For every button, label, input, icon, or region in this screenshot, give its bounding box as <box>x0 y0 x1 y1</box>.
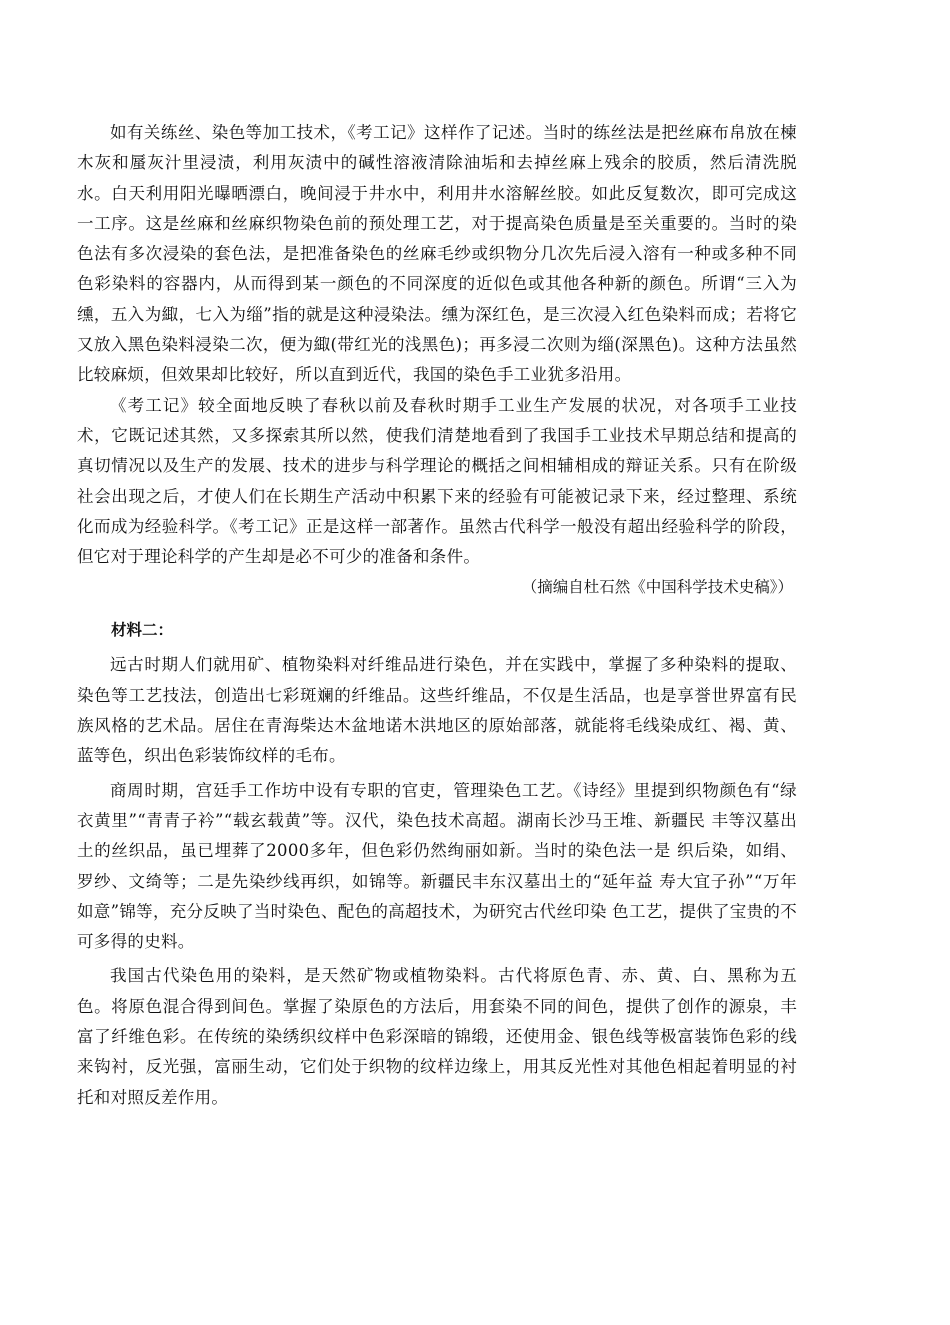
material1-source-citation: （摘编自杜石然《中国科学技术史稿》） <box>521 578 793 597</box>
material1-paragraph-1: 如有关练丝、染色等加工技术，《考工记》这样作了记述。当时的练丝法是把丝麻布帛放在楝木灰和蜃灰汁里浸渍，利用灰渍中的碱性溶液清除油垢和去掉丝麻上残余的胶质，然后清洗脱水。白天利用阳光曝晒漂白，晚间浸于井水中，利用井水溶解丝胶。如此反复数次，即可完成这一工序。这是丝麻和丝麻织物染色前的预处理工艺，对于提高染色质量是至关重要的。当时的染色法有多次浸染的套色法，是把准备染色的丝麻毛纱或织物分几次先后浸入溶有一种或多种不同色彩染料的容器内，从而得到某一颜色的不同深度的近似色或其他各种新的颜色。所谓“三入为𫄸，五入为緅，七入为缁”指的就是这种浸染法。𫄸为深红色，是三次浸入红色染料而成；若将它又放入黑色染料浸染二次，便为緅(带红光的浅黑色)；再多浸二次则为缁(深黑色)。这种方法虽然比较麻烦，但效果却比较好，所以直到近代，我国的染色手工业犹多沿用。 <box>77 123 797 385</box>
material2-paragraph-3: 我国古代染色用的染料，是天然矿物或植物染料。古代将原色青、赤、黄、白、黑称为五色。将原色混合得到间色。掌握了染原色的方法后，用套染不同的间色，提供了创作的源泉，丰富了纤维色彩。在传统的染绣织纹样中色彩深暗的锦缎，还使用金、银色线等极富装饰色彩的线来钩衬，反光强，富丽生动，它们处于织物的纹样边缘上，用其反光性对其他色相起着明显的衬托和对照反差作用。 <box>77 966 797 1107</box>
material2-heading: 材料二： <box>111 621 174 640</box>
material2-paragraph-1: 远古时期人们就用矿、植物染料对纤维品进行染色，并在实践中，掌握了多种染料的提取、染色等工艺技法，创造出七彩斑斓的纤维品。这些纤维品，不仅是生活品，也是享誉世界富有民族风格的艺术品。居住在青海柴达木盆地诺木洪地区的原始部落，就能将毛线染成红、褐、黄、蓝等色，织出色彩装饰纹样的毛布。 <box>77 655 797 766</box>
material1-paragraph-2: 《考工记》较全面地反映了春秋以前及春秋时期手工业生产发展的状况，对各项手工业技术，它既记述其然，又多探索其所以然，使我们清楚地看到了我国手工业技术早期总结和提高的真切情况以及生产的发展、技术的进步与科学理论的概括之间相辅相成的辩证关系。只有在阶级社会出现之后，才使人们在长期生产活动中积累下来的经验有可能被记录下来，经过整理、系统化而成为经验科学。《考工记》正是这样一部著作。虽然古代科学一般没有超出经验科学的阶段，但它对于理论科学的产生却是必不可少的准备和条件。 <box>77 395 797 567</box>
material2-paragraph-2: 商周时期，宫廷手工作坊中设有专职的官吏，管理染色工艺。《诗经》里提到织物颜色有“绿衣黄里”“青青子衿”“载玄载黄”等。汉代，染色技术高超。湖南长沙马王堆、新疆民 丰等汉墓出土的丝织品，虽已埋葬了2000多年，但色彩仍然绚丽如新。当时的染色法一是 织后染，如绢、罗纱、文绮等；二是先染纱线再织，如锦等。新疆民丰东汉墓出土的“延年益 寿大宜子孙”“万年如意”锦等，充分反映了当时染色、配色的高超技术，为研究古代丝印染 色工艺，提供了宝贵的不可多得的史料。 <box>77 780 797 952</box>
document-page <box>77 118 797 1113</box>
